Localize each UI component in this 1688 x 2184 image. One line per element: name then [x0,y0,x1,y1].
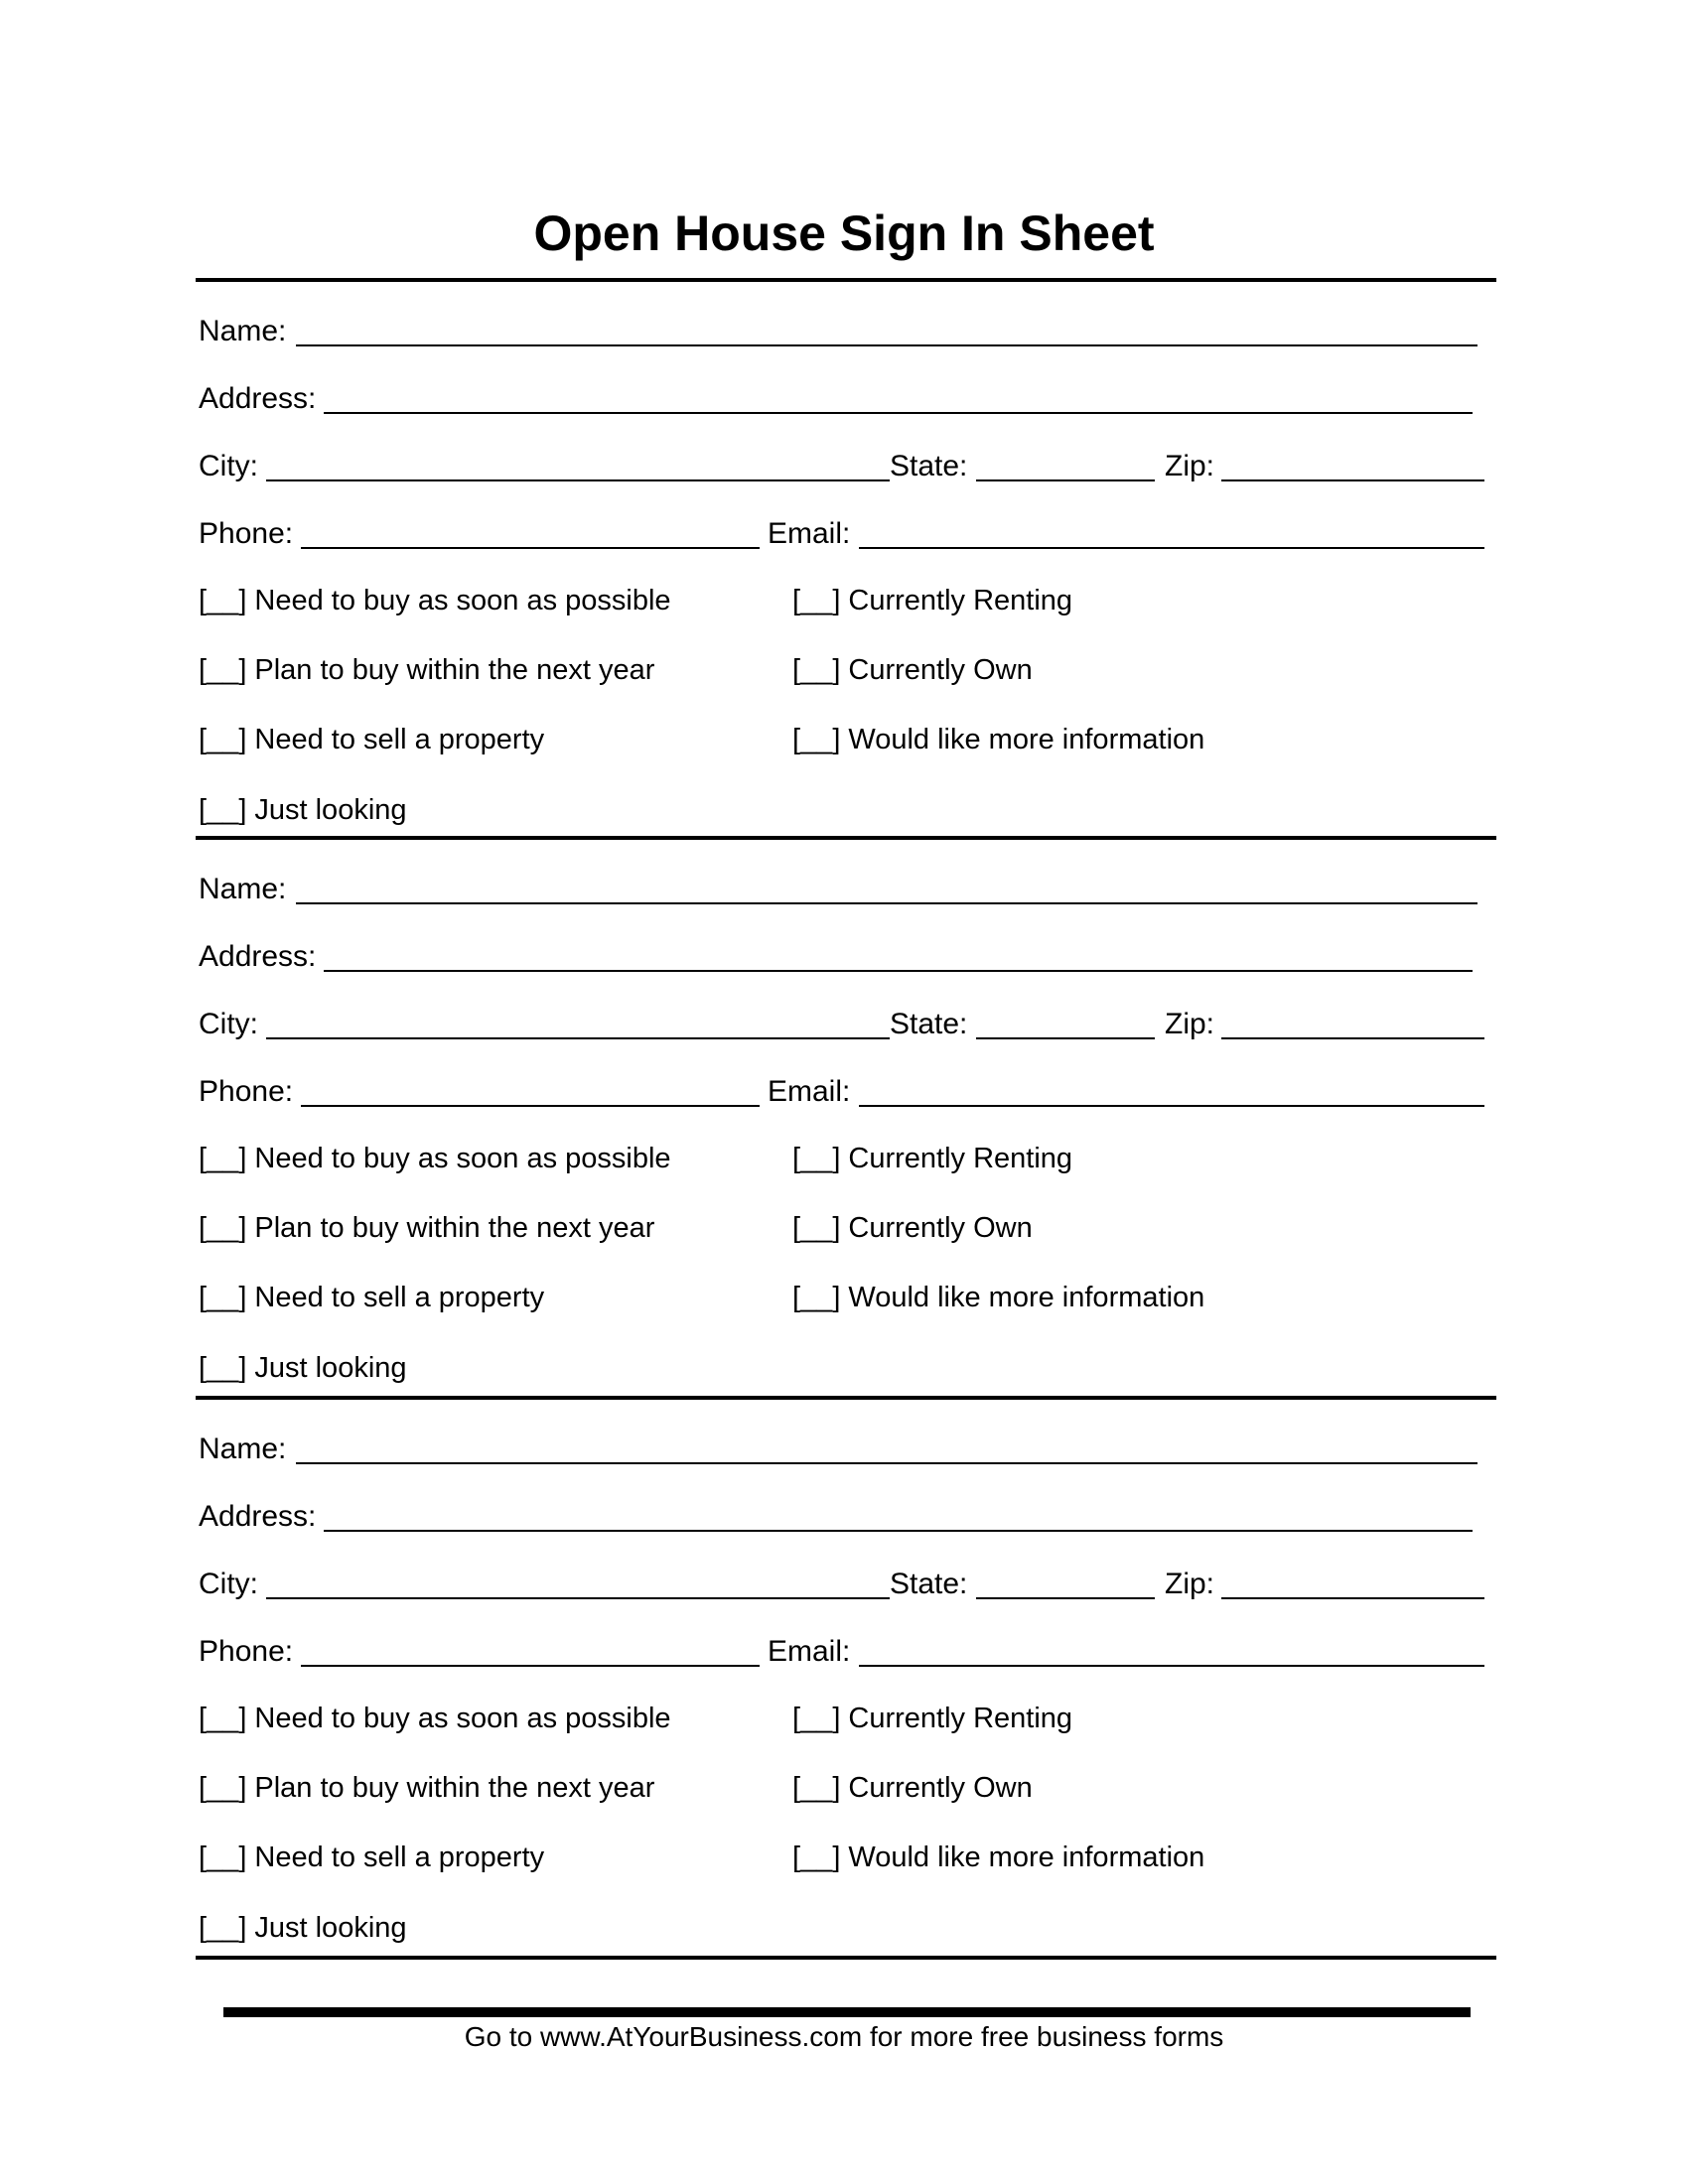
option-label: Currently Renting [848,1143,1073,1174]
state-label: State: [890,1008,968,1040]
email-field[interactable] [859,547,1484,549]
option-renting[interactable] [792,1699,1072,1738]
option-more-info[interactable] [792,1838,1204,1877]
state-label: State: [890,450,968,482]
entry-divider-3 [196,1956,1496,1960]
state-field[interactable] [976,1037,1155,1039]
option-label: Would like more information [848,1842,1205,1873]
city-field[interactable] [266,1597,890,1599]
checkbox-mark: [__] [199,1212,247,1244]
option-label: Need to buy as soon as possible [254,585,671,616]
city-field[interactable] [266,1037,890,1039]
option-label: Just looking [254,1912,407,1944]
option-buy-next-year[interactable] [199,650,654,690]
zip-field[interactable] [1221,1037,1484,1039]
option-sell-property[interactable] [199,720,544,759]
zip-field[interactable] [1221,1597,1484,1599]
checkbox-mark: [__] [792,1282,841,1313]
visitor-entry-3 [0,1400,1688,1962]
option-just-looking[interactable] [199,790,407,830]
option-more-info[interactable] [792,1278,1204,1317]
checkbox-mark: [__] [199,654,247,686]
checkbox-mark: [__] [199,1352,247,1384]
zip-field[interactable] [1221,479,1484,481]
checkbox-mark: [__] [199,1143,247,1174]
option-label: Need to buy as soon as possible [254,1143,671,1174]
phone-field[interactable] [301,1665,760,1667]
option-own[interactable] [792,1768,1033,1808]
address-field[interactable] [324,412,1473,414]
address-label: Address: [199,940,317,973]
option-buy-asap[interactable] [199,1699,671,1738]
option-label: Plan to buy within the next year [254,1772,655,1804]
option-sell-property[interactable] [199,1278,544,1317]
city-label: City: [199,1008,258,1040]
option-label: Need to sell a property [254,724,545,755]
option-label: Currently Renting [848,585,1073,616]
checkbox-mark: [__] [792,1143,841,1174]
zip-label: Zip: [1165,1008,1215,1040]
checkbox-mark: [__] [199,724,247,755]
state-field[interactable] [976,479,1155,481]
option-buy-asap[interactable] [199,1139,671,1178]
checkbox-mark: [__] [792,1842,841,1873]
option-label: Currently Own [848,654,1033,686]
option-more-info[interactable] [792,720,1204,759]
option-renting[interactable] [792,1139,1072,1178]
city-label: City: [199,1568,258,1600]
phone-email-row [199,514,1491,554]
option-sell-property[interactable] [199,1838,544,1877]
name-row [199,870,1491,909]
zip-label: Zip: [1165,1568,1215,1600]
checkbox-mark: [__] [792,1772,841,1804]
name-field[interactable] [296,902,1477,904]
option-just-looking[interactable] [199,1348,407,1388]
state-field[interactable] [976,1597,1155,1599]
phone-field[interactable] [301,1105,760,1107]
address-field[interactable] [324,1530,1473,1532]
checkbox-mark: [__] [199,1842,247,1873]
option-renting[interactable] [792,581,1072,620]
option-buy-asap[interactable] [199,581,671,620]
option-label: Currently Own [848,1212,1033,1244]
name-label: Name: [199,1433,287,1465]
checkbox-mark: [__] [792,724,841,755]
phone-email-row [199,1072,1491,1112]
checkbox-mark: [__] [199,794,247,826]
city-state-zip-row [199,1005,1491,1044]
footer-bar [223,2007,1471,2017]
option-just-looking[interactable] [199,1908,407,1948]
visitor-entry-1 [0,282,1688,844]
zip-label: Zip: [1165,450,1215,482]
option-own[interactable] [792,1208,1033,1248]
option-label: Just looking [254,794,407,826]
option-label: Just looking [254,1352,407,1384]
checkbox-mark: [__] [199,585,247,616]
email-label: Email: [768,517,851,550]
name-label: Name: [199,873,287,905]
email-label: Email: [768,1075,851,1108]
option-label: Currently Renting [848,1703,1073,1734]
address-row [199,1497,1491,1537]
option-label: Need to sell a property [254,1842,545,1873]
name-row [199,312,1491,351]
checkbox-mark: [__] [199,1912,247,1944]
city-field[interactable] [266,479,890,481]
option-label: Need to sell a property [254,1282,545,1313]
checkbox-mark: [__] [199,1282,247,1313]
phone-label: Phone: [199,1075,294,1108]
phone-field[interactable] [301,547,760,549]
checkbox-mark: [__] [199,1772,247,1804]
email-field[interactable] [859,1105,1484,1107]
option-label: Plan to buy within the next year [254,654,655,686]
address-label: Address: [199,382,317,415]
option-buy-next-year[interactable] [199,1208,654,1248]
address-row [199,937,1491,977]
address-field[interactable] [324,970,1473,972]
option-label: Currently Own [848,1772,1033,1804]
name-label: Name: [199,315,287,347]
option-own[interactable] [792,650,1033,690]
state-label: State: [890,1568,968,1600]
option-label: Would like more information [848,724,1205,755]
checkbox-mark: [__] [792,1212,841,1244]
checkbox-mark: [__] [792,585,841,616]
email-label: Email: [768,1635,851,1668]
city-state-zip-row [199,1565,1491,1604]
name-row [199,1430,1491,1469]
checkbox-mark: [__] [792,654,841,686]
name-field[interactable] [296,1462,1477,1464]
address-label: Address: [199,1500,317,1533]
phone-email-row [199,1632,1491,1672]
city-label: City: [199,450,258,482]
checkbox-mark: [__] [792,1703,841,1734]
page-title: Open House Sign In Sheet [533,205,1155,261]
option-label: Would like more information [848,1282,1205,1313]
option-label: Plan to buy within the next year [254,1212,655,1244]
email-field[interactable] [859,1665,1484,1667]
name-field[interactable] [296,344,1477,346]
checkbox-mark: [__] [199,1703,247,1734]
footer-text: Go to www.AtYourBusiness.com for more free business forms [464,2021,1224,2052]
visitor-entry-2 [0,840,1688,1402]
phone-label: Phone: [199,517,294,550]
option-buy-next-year[interactable] [199,1768,654,1808]
address-row [199,379,1491,419]
option-label: Need to buy as soon as possible [254,1703,671,1734]
phone-label: Phone: [199,1635,294,1668]
city-state-zip-row [199,447,1491,486]
